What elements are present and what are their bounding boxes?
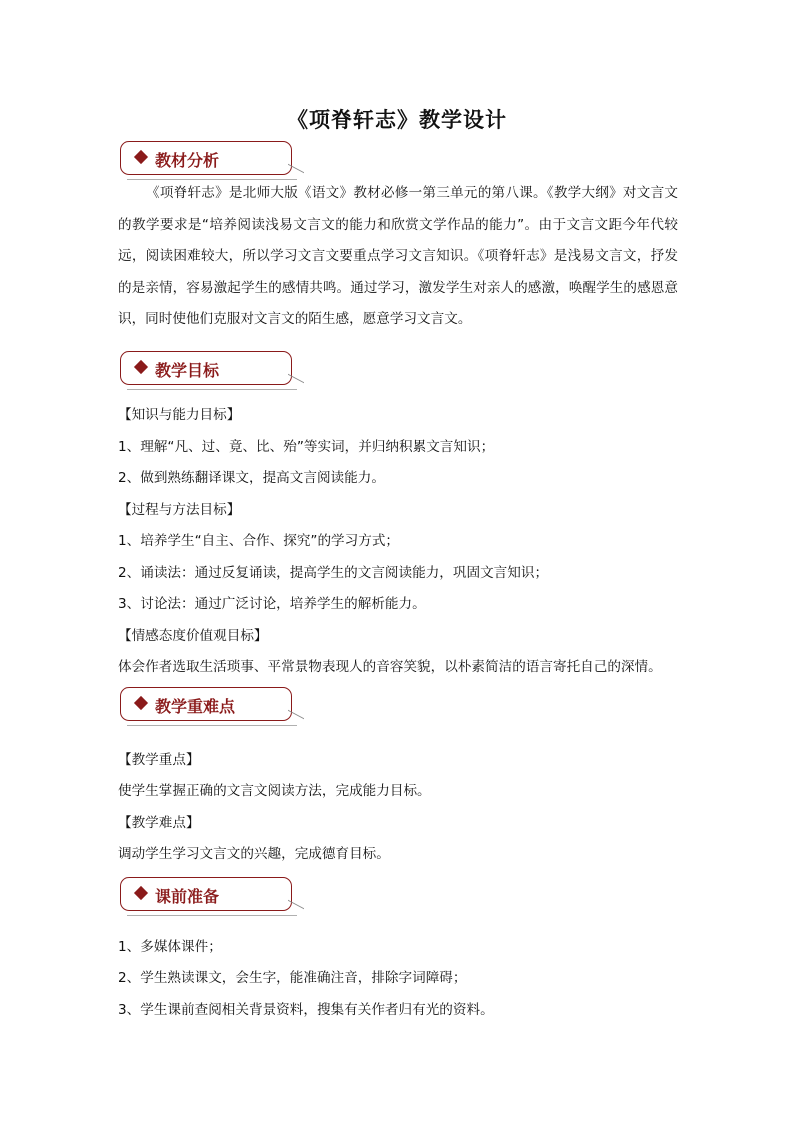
diamond-bullet-icon xyxy=(134,150,148,164)
process-goal-label: 【过程与方法目标】 xyxy=(118,502,241,518)
document-title: 《项脊轩志》教学设计 xyxy=(287,107,507,132)
difficulty-label: 【教学难点】 xyxy=(118,815,200,831)
diamond-bullet-icon xyxy=(134,886,148,900)
section-heading-label: 教材分析 xyxy=(155,151,220,170)
heading-shadow xyxy=(127,909,297,916)
knowledge-goal-label: 【知识与能力目标】 xyxy=(118,407,241,423)
emotion-goal-label: 【情感态度价值观目标】 xyxy=(118,628,268,644)
focus-text: 使学生掌握正确的文言文阅读方法，完成能力目标。 xyxy=(118,783,431,799)
emotion-goal-item: 体会作者选取生活琐事、平常景物表现人的音容笑貌，以朴素简洁的语言寄托自己的深情。 xyxy=(118,659,662,675)
prep-item: 2、学生熟读课文，会生字，能准确注音，排除字词障碍； xyxy=(118,970,467,986)
prep-item: 3、学生课前查阅相关背景资料，搜集有关作者归有光的资料。 xyxy=(118,1002,494,1018)
heading-shadow xyxy=(127,383,297,390)
knowledge-goal-item: 1、理解“凡、过、竟、比、殆”等实词，并归纳积累文言知识； xyxy=(118,439,495,455)
heading-shadow xyxy=(127,719,297,726)
prep-item: 1、多媒体课件； xyxy=(118,939,222,955)
difficulty-text: 调动学生学习文言文的兴趣，完成德育目标。 xyxy=(118,846,390,862)
section-heading-prep xyxy=(120,877,292,911)
section-heading-key-points xyxy=(120,687,292,721)
section-heading-label: 教学重难点 xyxy=(155,697,236,716)
diamond-bullet-icon xyxy=(134,360,148,374)
analysis-paragraph: 《项脊轩志》是北师大版《语文》教材必修一第三单元的第八课。《教学大纲》对文言文的教学要求是“培养阅读浅易文言文的能力和欣赏文学作品的能力”。由于文言文距今年代较远，阅读困难较大，所以学习文言文要重点学习文言知识。《项脊轩志》是浅易文言文，抒发的是亲情，容易激起学生的感情共鸣。通过学习，激发学生对亲人的感激，唤醒学生的感恩意识，同时使他们克服对文言文的陌生感，愿意学习文言文。 xyxy=(118,185,678,327)
diamond-bullet-icon xyxy=(134,696,148,710)
section-heading-goals xyxy=(120,351,292,385)
focus-label: 【教学重点】 xyxy=(118,752,200,768)
knowledge-goal-item: 2、做到熟练翻译课文，提高文言阅读能力。 xyxy=(118,470,385,486)
process-goal-item: 3、讨论法：通过广泛讨论，培养学生的解析能力。 xyxy=(118,596,426,612)
section-heading-analysis xyxy=(120,141,292,175)
process-goal-item: 2、诵读法：通过反复诵读，提高学生的文言阅读能力，巩固文言知识； xyxy=(118,565,549,581)
section-heading-label: 教学目标 xyxy=(155,361,220,380)
process-goal-item: 1、培养学生“自主、合作、探究”的学习方式； xyxy=(118,533,400,549)
section-heading-label: 课前准备 xyxy=(155,887,220,906)
